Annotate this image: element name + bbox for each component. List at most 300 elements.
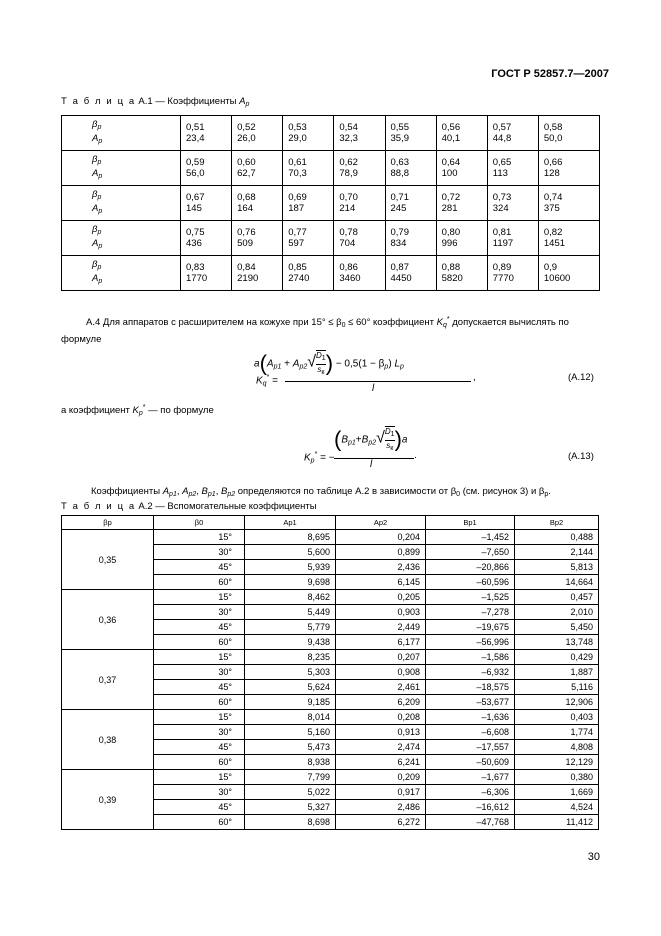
table-cell: 0,208 bbox=[336, 710, 426, 725]
cell-beta: 0,71 bbox=[390, 192, 409, 203]
cell-beta: 0,58 bbox=[543, 122, 563, 133]
table-cell: 8,235 bbox=[245, 650, 336, 665]
cell-beta: 0,59 bbox=[186, 157, 205, 168]
cell-a: 10600 bbox=[543, 273, 571, 284]
cell-a: 26,0 bbox=[237, 133, 256, 144]
cell-a: 70,3 bbox=[288, 168, 307, 179]
table-cell: 2,461 bbox=[336, 680, 426, 695]
cell-a: 436 bbox=[186, 238, 202, 249]
text: . bbox=[548, 486, 551, 497]
label-beta: β bbox=[92, 259, 98, 270]
sym: A bbox=[162, 486, 170, 497]
cell-a: 35,9 bbox=[390, 133, 409, 144]
beta-p-cell: 0,38 bbox=[62, 710, 154, 770]
cell-beta: 0,70 bbox=[339, 192, 358, 203]
label-a: A bbox=[92, 168, 99, 179]
column-header: Bp1 bbox=[426, 516, 515, 530]
table-cell bbox=[436, 221, 487, 256]
sub: p bbox=[384, 363, 389, 371]
caption-prefix: Т а б л и ц а bbox=[61, 96, 136, 107]
sub: p bbox=[544, 491, 549, 498]
table-cell: 60° bbox=[154, 695, 245, 710]
sub: p bbox=[98, 243, 103, 250]
table-cell bbox=[487, 116, 538, 151]
table-cell bbox=[538, 221, 599, 256]
sub: p bbox=[98, 138, 103, 145]
cell-beta: 0,62 bbox=[339, 157, 358, 168]
cell-a: 996 bbox=[441, 238, 458, 249]
row-label bbox=[62, 256, 181, 291]
cell-beta: 0,51 bbox=[186, 122, 205, 133]
table2-caption bbox=[61, 501, 317, 512]
table-cell bbox=[334, 186, 385, 221]
sym: K bbox=[256, 375, 263, 387]
cell-beta: 0,80 bbox=[441, 227, 461, 238]
subscript: q bbox=[442, 322, 447, 330]
table-cell: 9,185 bbox=[245, 695, 336, 710]
table-cell: 4,524 bbox=[515, 800, 599, 815]
table-cell bbox=[232, 221, 283, 256]
table-cell: 2,474 bbox=[336, 740, 426, 755]
table-header-row bbox=[62, 516, 599, 530]
table-cell: 5,813 bbox=[515, 560, 599, 575]
denominator: l bbox=[370, 459, 373, 470]
term: − 0,5 bbox=[335, 358, 359, 370]
cell-a: 164 bbox=[237, 203, 253, 214]
row-label bbox=[62, 151, 181, 186]
table-cell: 45° bbox=[154, 740, 245, 755]
table-cell: –1,636 bbox=[426, 710, 515, 725]
table-cell: 1,887 bbox=[515, 665, 599, 680]
table-cell: 15° bbox=[154, 530, 245, 545]
d1-over-sk bbox=[385, 426, 395, 454]
table-cell bbox=[487, 221, 538, 256]
text: (см. рисунок 3) и β bbox=[460, 486, 545, 497]
table-cell: 14,664 bbox=[515, 575, 599, 590]
table-cell bbox=[538, 256, 599, 291]
sub: к bbox=[390, 445, 394, 452]
table-a1 bbox=[61, 115, 600, 291]
cell-beta: 0,88 bbox=[441, 262, 461, 273]
table-cell: 60° bbox=[154, 755, 245, 770]
subscript: 0 bbox=[341, 322, 346, 330]
label-a: A bbox=[92, 273, 99, 284]
table-cell: –1,525 bbox=[426, 590, 515, 605]
label-beta: β bbox=[92, 224, 98, 235]
table-cell bbox=[538, 116, 599, 151]
sym: s bbox=[386, 441, 391, 450]
column-header: Ap1 bbox=[245, 516, 336, 530]
table-cell: –47,768 bbox=[426, 815, 515, 830]
paragraph-coefficients bbox=[91, 486, 551, 498]
column-header: βp bbox=[62, 516, 154, 530]
table-row bbox=[62, 256, 600, 291]
table-cell: –1,452 bbox=[426, 530, 515, 545]
table-cell: 2,486 bbox=[336, 800, 426, 815]
table-cell bbox=[334, 221, 385, 256]
cell-a: 1451 bbox=[543, 238, 566, 249]
superscript: * bbox=[446, 316, 450, 323]
table-cell bbox=[283, 116, 334, 151]
cell-beta: 0,55 bbox=[390, 122, 409, 133]
table-cell: 45° bbox=[154, 620, 245, 635]
table-cell: 15° bbox=[154, 590, 245, 605]
table-cell: 5,600 bbox=[245, 545, 336, 560]
cell-a: 100 bbox=[441, 168, 458, 179]
table-cell: 0,908 bbox=[336, 665, 426, 680]
table-cell: 2,010 bbox=[515, 605, 599, 620]
table-cell: 13,748 bbox=[515, 635, 599, 650]
sym: B bbox=[201, 486, 208, 497]
caption-symbol: A bbox=[239, 96, 246, 107]
table-cell bbox=[334, 116, 385, 151]
table-cell bbox=[538, 186, 599, 221]
cell-a: 214 bbox=[339, 203, 356, 214]
table-cell: 0,457 bbox=[515, 590, 599, 605]
cell-a: 4450 bbox=[390, 273, 412, 284]
beta-p-cell: 0,37 bbox=[62, 650, 154, 710]
cell-beta: 0,78 bbox=[339, 227, 358, 238]
sub: 0 bbox=[456, 491, 461, 498]
sub: 1 bbox=[321, 355, 326, 362]
cell-a: 187 bbox=[288, 203, 305, 214]
table-row bbox=[62, 770, 599, 785]
cell-a: 1770 bbox=[186, 273, 208, 284]
table-cell: 0,903 bbox=[336, 605, 426, 620]
cell-a: 29,0 bbox=[288, 133, 307, 144]
table-cell: 30° bbox=[154, 545, 245, 560]
table-row bbox=[62, 116, 600, 151]
sym: A bbox=[292, 358, 300, 370]
op: + bbox=[355, 434, 362, 446]
table-cell: 6,177 bbox=[336, 635, 426, 650]
sub: p2 bbox=[299, 363, 308, 371]
table-cell: 6,209 bbox=[336, 695, 426, 710]
sup: * bbox=[266, 374, 270, 381]
table-cell bbox=[436, 256, 487, 291]
sym: D bbox=[316, 351, 322, 360]
table-row bbox=[62, 186, 600, 221]
sub: p2 bbox=[227, 491, 236, 498]
table-cell: 2,449 bbox=[336, 620, 426, 635]
document-code: ГОСТ Р 52857.7—2007 bbox=[491, 68, 609, 80]
table-cell bbox=[181, 221, 232, 256]
cell-a: 2190 bbox=[237, 273, 259, 284]
table-cell bbox=[385, 256, 436, 291]
table-row bbox=[62, 650, 599, 665]
cell-a: 3460 bbox=[339, 273, 361, 284]
table-cell bbox=[385, 151, 436, 186]
cell-beta: 0,77 bbox=[288, 227, 307, 238]
table-row bbox=[62, 221, 600, 256]
label-beta: β bbox=[92, 119, 98, 130]
table-cell bbox=[385, 221, 436, 256]
text: , bbox=[196, 486, 202, 497]
sym: B bbox=[220, 486, 228, 497]
term: 1 − β bbox=[361, 358, 385, 370]
cell-a: 23,4 bbox=[186, 133, 205, 144]
d1-over-sk bbox=[316, 350, 326, 378]
sym: B bbox=[341, 434, 348, 446]
table-cell: 30° bbox=[154, 725, 245, 740]
paragraph-kp bbox=[61, 404, 214, 417]
cell-a: 50,0 bbox=[543, 133, 563, 144]
table-cell: 11,412 bbox=[515, 815, 599, 830]
table-cell: 0,917 bbox=[336, 785, 426, 800]
table-cell: 45° bbox=[154, 680, 245, 695]
table-cell bbox=[283, 221, 334, 256]
table-cell bbox=[283, 186, 334, 221]
cell-a: 597 bbox=[288, 238, 305, 249]
table-cell bbox=[385, 186, 436, 221]
row-label bbox=[62, 186, 181, 221]
formula-a13-numerator: ($B_{p1}+B_{p2}√$ $D_1$ $s_к$ )a bbox=[334, 426, 408, 452]
text: определяются по таблице А.2 в зависимости от β bbox=[235, 486, 457, 497]
table-cell: 5,327 bbox=[245, 800, 336, 815]
cell-beta: 0,89 bbox=[492, 262, 512, 273]
table-cell: 0,209 bbox=[336, 770, 426, 785]
table-cell: –60,596 bbox=[426, 575, 515, 590]
denominator: l bbox=[372, 383, 375, 394]
sub: p bbox=[138, 410, 143, 418]
beta-p-cell: 0,36 bbox=[62, 590, 154, 650]
cell-beta: 0,73 bbox=[492, 192, 512, 203]
cell-a: 145 bbox=[186, 203, 202, 214]
beta-p-cell: 0,35 bbox=[62, 530, 154, 590]
label-a: A bbox=[92, 133, 99, 144]
column-header: β0 bbox=[154, 516, 245, 530]
table-cell: 5,449 bbox=[245, 605, 336, 620]
paragraph-a4-cont: формуле bbox=[61, 334, 102, 345]
table-cell bbox=[181, 116, 232, 151]
table-cell: –53,677 bbox=[426, 695, 515, 710]
label-beta: β bbox=[92, 189, 98, 200]
text: допускается вычислять по bbox=[449, 317, 569, 329]
label-a: A bbox=[92, 238, 99, 249]
table-cell: –6,608 bbox=[426, 725, 515, 740]
cell-a: 5820 bbox=[441, 273, 463, 284]
cell-beta: 0,57 bbox=[492, 122, 512, 133]
table-cell: 8,014 bbox=[245, 710, 336, 725]
op: = − bbox=[320, 452, 335, 464]
formula-a12 bbox=[236, 350, 566, 398]
table-cell bbox=[181, 256, 232, 291]
cell-beta: 0,84 bbox=[237, 262, 256, 273]
sym: A bbox=[182, 486, 189, 497]
cell-beta: 0,72 bbox=[441, 192, 461, 203]
table-cell: –1,677 bbox=[426, 770, 515, 785]
table-cell: –17,557 bbox=[426, 740, 515, 755]
cell-a: 1197 bbox=[492, 238, 514, 249]
table-cell: 6,241 bbox=[336, 755, 426, 770]
cell-a: 509 bbox=[237, 238, 253, 249]
sym: K bbox=[304, 452, 311, 464]
caption-text: А.1 — Коэффициенты bbox=[135, 96, 240, 107]
sym: K bbox=[132, 405, 139, 417]
cell-a: 281 bbox=[441, 203, 458, 214]
sym: L bbox=[394, 358, 400, 370]
text: А.4 Для аппаратов с расширителем на кожухе при 15° ≤ β bbox=[86, 317, 342, 329]
table-cell: –50,609 bbox=[426, 755, 515, 770]
table-cell: 5,022 bbox=[245, 785, 336, 800]
table-cell bbox=[487, 151, 538, 186]
cell-beta: 0,85 bbox=[288, 262, 307, 273]
formula-numerator: $a(A_{p1} + A_{p2}√$ $D_1$ $s_к$ ) − $0,5(1 - \beta_p)$ $L_p$ bbox=[254, 350, 404, 376]
table-cell: 0,403 bbox=[515, 710, 599, 725]
cell-beta: 0,83 bbox=[186, 262, 205, 273]
cell-beta: 0,67 bbox=[186, 192, 205, 203]
cell-beta: 0,61 bbox=[288, 157, 307, 168]
table-cell: 5,450 bbox=[515, 620, 599, 635]
symbol: K bbox=[436, 317, 443, 329]
table-cell: 9,698 bbox=[245, 575, 336, 590]
sym: a bbox=[254, 358, 260, 370]
formula-a12-lhs bbox=[256, 374, 278, 387]
sub: p bbox=[97, 159, 102, 166]
table-cell bbox=[385, 116, 436, 151]
table-cell: 5,779 bbox=[245, 620, 336, 635]
sup: * bbox=[142, 404, 146, 411]
table1-caption bbox=[61, 96, 249, 108]
sub: p1 bbox=[169, 491, 177, 498]
caption-prefix: Т а б л и ц а bbox=[61, 501, 136, 512]
table-cell: 30° bbox=[154, 785, 245, 800]
text: , bbox=[176, 486, 183, 497]
table-cell bbox=[538, 151, 599, 186]
table-cell: –6,932 bbox=[426, 665, 515, 680]
cell-a: 2740 bbox=[288, 273, 310, 284]
cell-beta: 0,87 bbox=[390, 262, 409, 273]
table-cell: –56,996 bbox=[426, 635, 515, 650]
table-cell bbox=[334, 151, 385, 186]
cell-beta: 0,56 bbox=[441, 122, 461, 133]
cell-a: 834 bbox=[390, 238, 407, 249]
cell-beta: 0,75 bbox=[186, 227, 205, 238]
equation-number: (A.13) bbox=[568, 451, 594, 462]
table-cell: –7,650 bbox=[426, 545, 515, 560]
sub: p bbox=[98, 208, 103, 215]
sub: p2 bbox=[368, 439, 377, 447]
table-cell bbox=[487, 186, 538, 221]
cell-beta: 0,79 bbox=[390, 227, 409, 238]
cell-beta: 0,64 bbox=[441, 157, 461, 168]
punct: . bbox=[414, 450, 417, 461]
table-cell: 6,145 bbox=[336, 575, 426, 590]
table-cell: 60° bbox=[154, 635, 245, 650]
table-cell: –1,586 bbox=[426, 650, 515, 665]
table-cell bbox=[232, 116, 283, 151]
cell-beta: 0,53 bbox=[288, 122, 307, 133]
table-cell bbox=[181, 186, 232, 221]
cell-beta: 0,65 bbox=[492, 157, 512, 168]
text: а коэффициент bbox=[61, 405, 133, 417]
table-cell: 5,939 bbox=[245, 560, 336, 575]
fraction-bar bbox=[285, 381, 471, 382]
cell-a: 128 bbox=[543, 168, 560, 179]
caption-text: А.2 — Вспомогательные коэффициенты bbox=[135, 501, 317, 512]
sub: p1 bbox=[348, 439, 356, 447]
equation-number: (A.12) bbox=[568, 372, 594, 383]
cell-beta: 0,68 bbox=[237, 192, 256, 203]
sub: p bbox=[400, 363, 404, 371]
table-cell: –7,278 bbox=[426, 605, 515, 620]
cell-beta: 0,86 bbox=[339, 262, 358, 273]
formula-a13-lhs bbox=[304, 451, 335, 464]
table-cell: –19,675 bbox=[426, 620, 515, 635]
table-cell: 8,695 bbox=[245, 530, 336, 545]
sub: p bbox=[310, 457, 315, 465]
sub: p1 bbox=[207, 491, 216, 498]
table-cell: 15° bbox=[154, 770, 245, 785]
table-cell bbox=[283, 256, 334, 291]
row-label bbox=[62, 116, 181, 151]
table-cell: 9,438 bbox=[245, 635, 336, 650]
sym: s bbox=[317, 365, 322, 374]
table-cell bbox=[232, 256, 283, 291]
table-cell: 0,488 bbox=[515, 530, 599, 545]
table-cell: 0,207 bbox=[336, 650, 426, 665]
table-cell: 5,624 bbox=[245, 680, 336, 695]
table-cell: 2,144 bbox=[515, 545, 599, 560]
table-cell: 7,799 bbox=[245, 770, 336, 785]
table-cell: –16,612 bbox=[426, 800, 515, 815]
sym: A bbox=[266, 358, 274, 370]
cell-beta: 0,74 bbox=[543, 192, 563, 203]
table-cell: 5,160 bbox=[245, 725, 336, 740]
table-cell: 60° bbox=[154, 815, 245, 830]
cell-a: 245 bbox=[390, 203, 407, 214]
cell-a: 88,8 bbox=[390, 168, 409, 179]
cell-beta: 0,52 bbox=[237, 122, 256, 133]
fraction-bar bbox=[334, 458, 414, 459]
sub: p bbox=[97, 264, 102, 271]
table-cell: 8,698 bbox=[245, 815, 336, 830]
label-beta: β bbox=[92, 154, 98, 165]
table-cell bbox=[334, 256, 385, 291]
sub: p1 bbox=[273, 363, 282, 371]
cell-a: 40,1 bbox=[441, 133, 461, 144]
table-cell bbox=[232, 186, 283, 221]
table-cell: 12,129 bbox=[515, 755, 599, 770]
beta-p-cell: 0,39 bbox=[62, 770, 154, 830]
text: , bbox=[215, 486, 221, 497]
table-cell: 15° bbox=[154, 710, 245, 725]
text: ≤ 60° коэффициент bbox=[345, 317, 437, 329]
cell-beta: 0,60 bbox=[237, 157, 256, 168]
table-cell: 30° bbox=[154, 605, 245, 620]
table-cell bbox=[181, 151, 232, 186]
table-cell: 5,303 bbox=[245, 665, 336, 680]
table-cell: 8,938 bbox=[245, 755, 336, 770]
cell-a: 113 bbox=[492, 168, 508, 179]
cell-beta: 0,82 bbox=[543, 227, 563, 238]
sub: к bbox=[321, 369, 325, 376]
cell-beta: 0,69 bbox=[288, 192, 307, 203]
label-a: A bbox=[92, 203, 99, 214]
table-cell: 2,436 bbox=[336, 560, 426, 575]
table-cell: 0,899 bbox=[336, 545, 426, 560]
cell-a: 7770 bbox=[492, 273, 514, 284]
table-cell: 4,808 bbox=[515, 740, 599, 755]
table-cell: 8,462 bbox=[245, 590, 336, 605]
cell-beta: 0,54 bbox=[339, 122, 358, 133]
table-cell: 5,473 bbox=[245, 740, 336, 755]
sub: p bbox=[98, 173, 103, 180]
table-cell: 30° bbox=[154, 665, 245, 680]
paragraph-a4 bbox=[86, 316, 569, 329]
table-cell: 5,116 bbox=[515, 680, 599, 695]
sub: 1 bbox=[390, 431, 395, 438]
